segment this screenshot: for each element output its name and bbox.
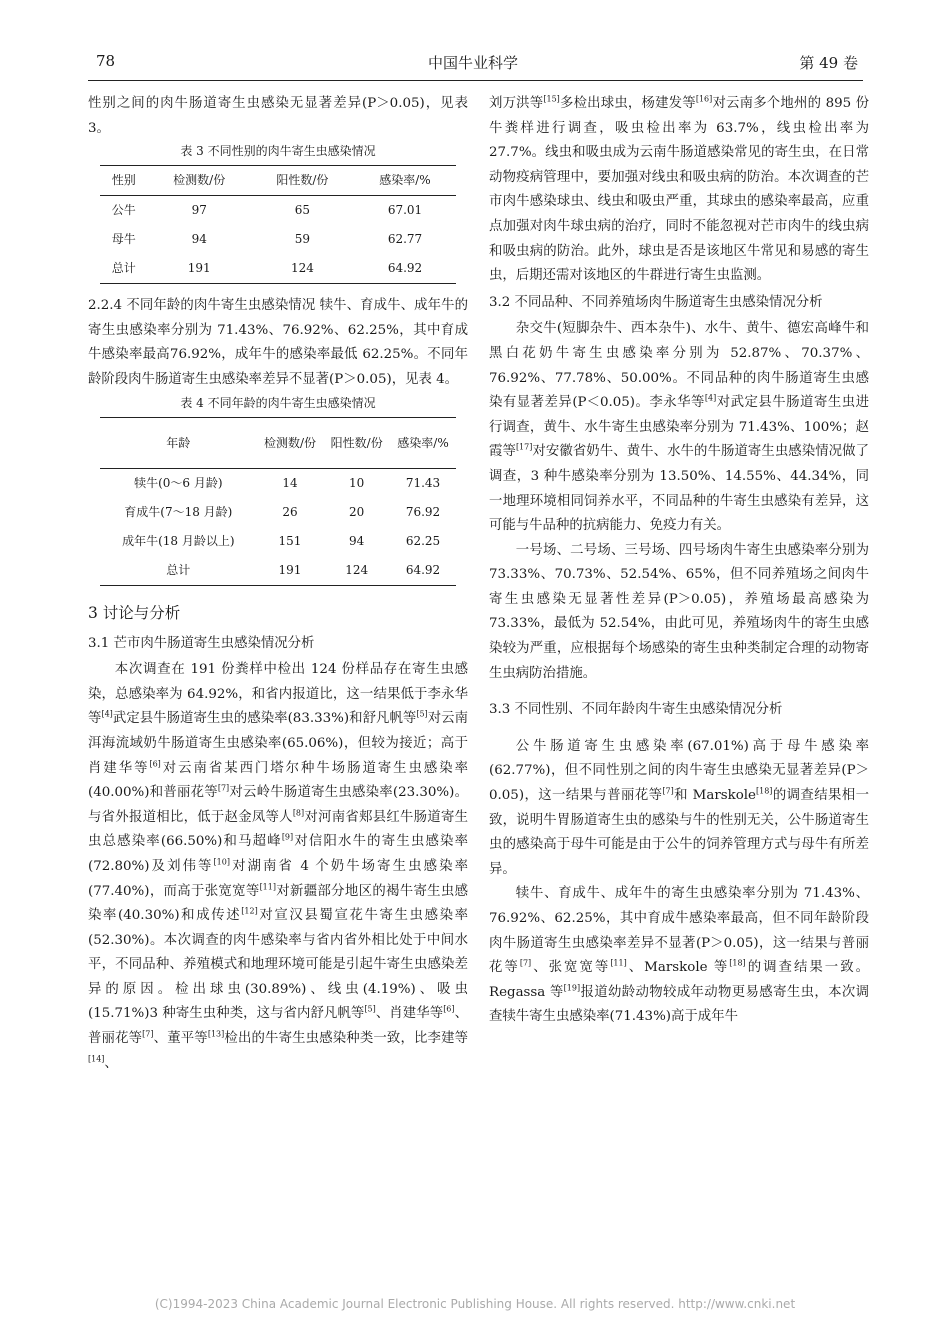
header-rule: [88, 80, 863, 81]
table-cell: 67.01: [387, 203, 423, 218]
citation: [11]: [259, 882, 276, 892]
paragraph: 一号场、二号场、三号场、四号场肉牛寄生虫感染率分别为 73.33%、70.73%、52.54%、65%，但不同养殖场之间肉牛寄生虫感染无显著性差异(P＞0.05)，养殖场最高感染为 73.33%，最低为 52.54%，由此可见，养殖场肉牛的寄生虫感染较为严重，应根据每个场感染的寄生虫种类制定合理的动物寄生虫病防治措施。: [489, 542, 869, 681]
paragraph: 杂交牛(短脚杂牛、西本杂牛)、水牛、黄牛、德宏高峰牛和黑白花奶牛寄生虫感染率分别为 52.87%、70.37%、76.92%、77.78%、50.00%。不同品种的肉牛肠道寄生虫感染有显著差异(P＜0.05)。李永华等[4]对武定县牛肠道寄生虫进行调查，黄牛、水牛寄生虫感染率分别为 71.43%、100%；赵霞等[17]对安徽省奶牛、黄牛、水牛的牛肠道寄生虫感染情况做了调查，3 种牛感染率分别为 13.50%、14.55%、44.34%，同一地理环境相同饲养水平，不同品种的牛寄生虫感染有差异，这可能与牛品种的抗病能力、免疫力有关。: [489, 321, 870, 534]
table-cell: 20: [349, 504, 365, 519]
table-cell: 62.25: [405, 533, 441, 548]
citation: [19]: [563, 983, 581, 993]
subsection-heading: 3.2 不同品种、不同养殖场肉牛肠道寄生虫感染情况分析: [489, 294, 823, 310]
table-cell: 总计: [111, 261, 136, 276]
table-row: [100, 468, 456, 498]
table-cell: 64.92: [387, 261, 423, 276]
citation: [4]: [101, 709, 113, 719]
paragraph: 2.2.4 不同年龄的肉牛寄生虫感染情况 犊牛、育成牛、成年牛的寄生虫感染率分别为 71.43%、76.92%、62.25%，其中育成牛感染率最高76.92%，成年牛的感染率最低 62.25%。不同年龄阶段肉牛肠道寄生虫感染率差异不显著(P＞0.05)，见表 4。: [88, 298, 468, 387]
table-header-cell: 性别: [111, 173, 136, 188]
citation: [15]: [543, 94, 560, 104]
citation: [18]: [755, 786, 773, 796]
paragraph: 性别之间的肉牛肠道寄生虫感染无显著差异(P＞0.05)，见表 3。: [88, 96, 468, 136]
table-cell: 191: [187, 261, 211, 276]
paragraph: 犊牛、育成牛、成年牛的寄生虫感染率分别为 71.43%、76.92%、62.25%，其中育成牛感染率最高，但不同年龄阶段肉牛肠道寄生虫感染率差异不显著(P＞0.05)，这一结果与普丽花等[7]、张宽宽等[11]、Marskole 等[18]的调查结果一致。Regassa 等[19]报道幼龄动物较成年动物更易感寄生虫，本次调查犊牛寄生虫感染率(71.43%)高于成年牛: [489, 886, 870, 1025]
table-cell: 124: [290, 261, 314, 276]
paragraph: 公牛肠道寄生虫感染率(67.01%)高于母牛感染率(62.77%)，但不同性别之间的肉牛寄生虫感染无显著差异(P＞0.05)，这一结果与普丽花等[7]和 Marskole[18]的调查结果相一致，说明牛胃肠道寄生虫的感染与牛的性别无关，公牛肠道寄生虫的感染高于母牛可能是由于公牛的饲养管理方式与母牛有所差异。: [489, 738, 869, 877]
table-cell: 成年牛(18 月龄以上): [122, 533, 235, 548]
citation: [16]: [695, 94, 713, 104]
table-cell: 62.77: [387, 232, 423, 247]
citation: [6]: [149, 759, 161, 769]
subsection-heading: 3.1 芒市肉牛肠道寄生虫感染情况分析: [88, 635, 315, 651]
table-cell: 94: [349, 533, 365, 548]
left-column: [88, 92, 468, 1076]
citation: [5]: [416, 709, 428, 719]
table3: [100, 165, 456, 284]
subsection-heading: 3.3 不同性别、不同年龄肉牛寄生虫感染情况分析: [489, 702, 783, 718]
table-cell: 151: [278, 533, 302, 548]
table-header-row: [100, 417, 456, 468]
table-cell: 14: [282, 475, 298, 490]
table-cell: 65: [294, 203, 311, 218]
citation: [14]: [88, 1054, 105, 1064]
table-header-cell: 检测数/份: [173, 173, 226, 188]
citation: [17]: [515, 442, 533, 452]
page-number: 78: [96, 52, 116, 70]
right-column: [489, 92, 869, 1030]
citation: [6]: [443, 1005, 455, 1014]
citation: [10]: [213, 857, 230, 867]
table-row: [100, 254, 456, 284]
citation: [9]: [281, 832, 294, 842]
table-row: [100, 196, 456, 226]
table-cell: 76.92: [405, 504, 441, 519]
table4-caption: 表 4 不同年龄的肉牛寄生虫感染情况: [180, 395, 376, 410]
section-heading: 3 讨论与分析: [88, 603, 181, 622]
table-row: [100, 225, 456, 254]
table-row: [100, 527, 456, 556]
table-header-cell: 阳性数/份: [330, 435, 383, 450]
table-cell: 26: [282, 504, 298, 519]
citation: [12]: [241, 906, 258, 916]
table-cell: 124: [345, 562, 369, 577]
table-cell: 94: [191, 232, 207, 247]
table-cell: 64.92: [405, 562, 441, 577]
citation: [7]: [217, 783, 230, 793]
volume-label: 第 49 卷: [799, 54, 858, 72]
table-cell: 公牛: [111, 203, 136, 218]
table-cell: 71.43: [405, 475, 441, 490]
table-row: [100, 556, 456, 586]
table-cell: 犊牛(0～6 月龄): [134, 475, 223, 490]
page-header: [88, 52, 858, 76]
copyright-footer: (C)1994-2023 China Academic Journal Electronic Publishing House. All rights reserved. http://www.cnki.net: [154, 1297, 796, 1311]
table-cell: 59: [294, 232, 311, 247]
citation: [5]: [364, 1005, 376, 1014]
table-cell: 191: [278, 562, 302, 577]
citation: [7]: [662, 786, 674, 796]
citation: [7]: [519, 958, 532, 968]
citation: [18]: [729, 958, 746, 968]
citation: [7]: [142, 1029, 154, 1039]
table-header-row: [100, 166, 456, 196]
table-header-cell: 检测数/份: [263, 435, 316, 450]
journal-title: 中国牛业科学: [427, 54, 518, 72]
table-header-cell: 阳性数/份: [276, 173, 329, 188]
paragraph: 刘万洪等[15]多检出球虫，杨建发等[16]对云南多个地州的 895 份牛粪样进行调查，吸虫检出率为 63.7%，线虫检出率为 27.7%。线虫和吸虫成为云南牛肠道感染常见的寄生虫，在日常动物疫病管理中，要加强对线虫和吸虫病的防治。本次调查的芒市肉牛感染球虫、线虫和吸虫严重，其球虫的感染率最高，应重点加强对肉牛球虫病的治疗，同时不能忽视对芒市肉牛的线虫病和吸虫病的防治。此外，球虫是否是该地区牛常见和易感的寄生虫，后期还需对该地区的牛群进行寄生虫监测。: [489, 94, 870, 284]
citation: [13]: [207, 1029, 225, 1039]
table-cell: 总计: [166, 562, 191, 577]
table4: [100, 417, 456, 586]
table-cell: 育成牛(7～18 月龄): [124, 504, 233, 519]
table-header-cell: 年龄: [166, 435, 191, 450]
table-cell: 97: [191, 203, 207, 218]
citation: [8]: [292, 808, 305, 818]
table-cell: 母牛: [111, 232, 136, 247]
table-header-cell: 感染率/%: [379, 173, 431, 188]
table-row: [100, 498, 456, 527]
citation: [4]: [704, 393, 717, 403]
paragraph: 本次调查在 191 份粪样中检出 124 份样品存在寄生虫感染，总感染率为 64.92%，和省内报道比，这一结果低于李永华等[4]武定县牛肠道寄生虫的感染率(83.33%)和舒凡帆等[5]对云南洱海流域奶牛肠道寄生虫感染率(65.06%)，但较为接近；高于肖建华等[6]对云南省某西门塔尔种牛场肠道寄生虫感染率(40.00%)和普丽花等[7]对云岭牛肠道寄生虫感染率(23.30%)。与省外报道相比，低于赵金凤等人[8]对河南省郏县红牛肠道寄生虫总感染率(66.50%)和马超峰[9]对信阳水牛的寄生虫感染率(72.80%)及刘伟等[10]对湖南省 4 个奶牛场寄生虫感染率(77.40%)，而高于张宽宽等[11]对新疆部分地区的褐牛寄生虫感染率(40.30%)和成传述[12]对宣汉县蜀宣花牛寄生虫感染率(52.30%)。本次调查的肉牛感染率与省内省外相比处于中间水平，不同品种、养殖模式和地理环境可能是引起牛寄生虫感染差异的原因。检出球虫(30.89%)、线虫(4.19%)、吸虫(15.71%)3 种寄生虫种类，这与省内舒凡帆等[5]、肖建华等[6]、普丽花等[7]、董平等[13]检出的牛寄生虫感染种类一致，比李建等[14]、: [88, 662, 469, 1071]
table-cell: 10: [349, 475, 365, 490]
citation: [11]: [610, 958, 627, 968]
table3-caption: 表 3 不同性别的肉牛寄生虫感染情况: [180, 144, 376, 159]
table-header-cell: 感染率/%: [397, 435, 449, 450]
